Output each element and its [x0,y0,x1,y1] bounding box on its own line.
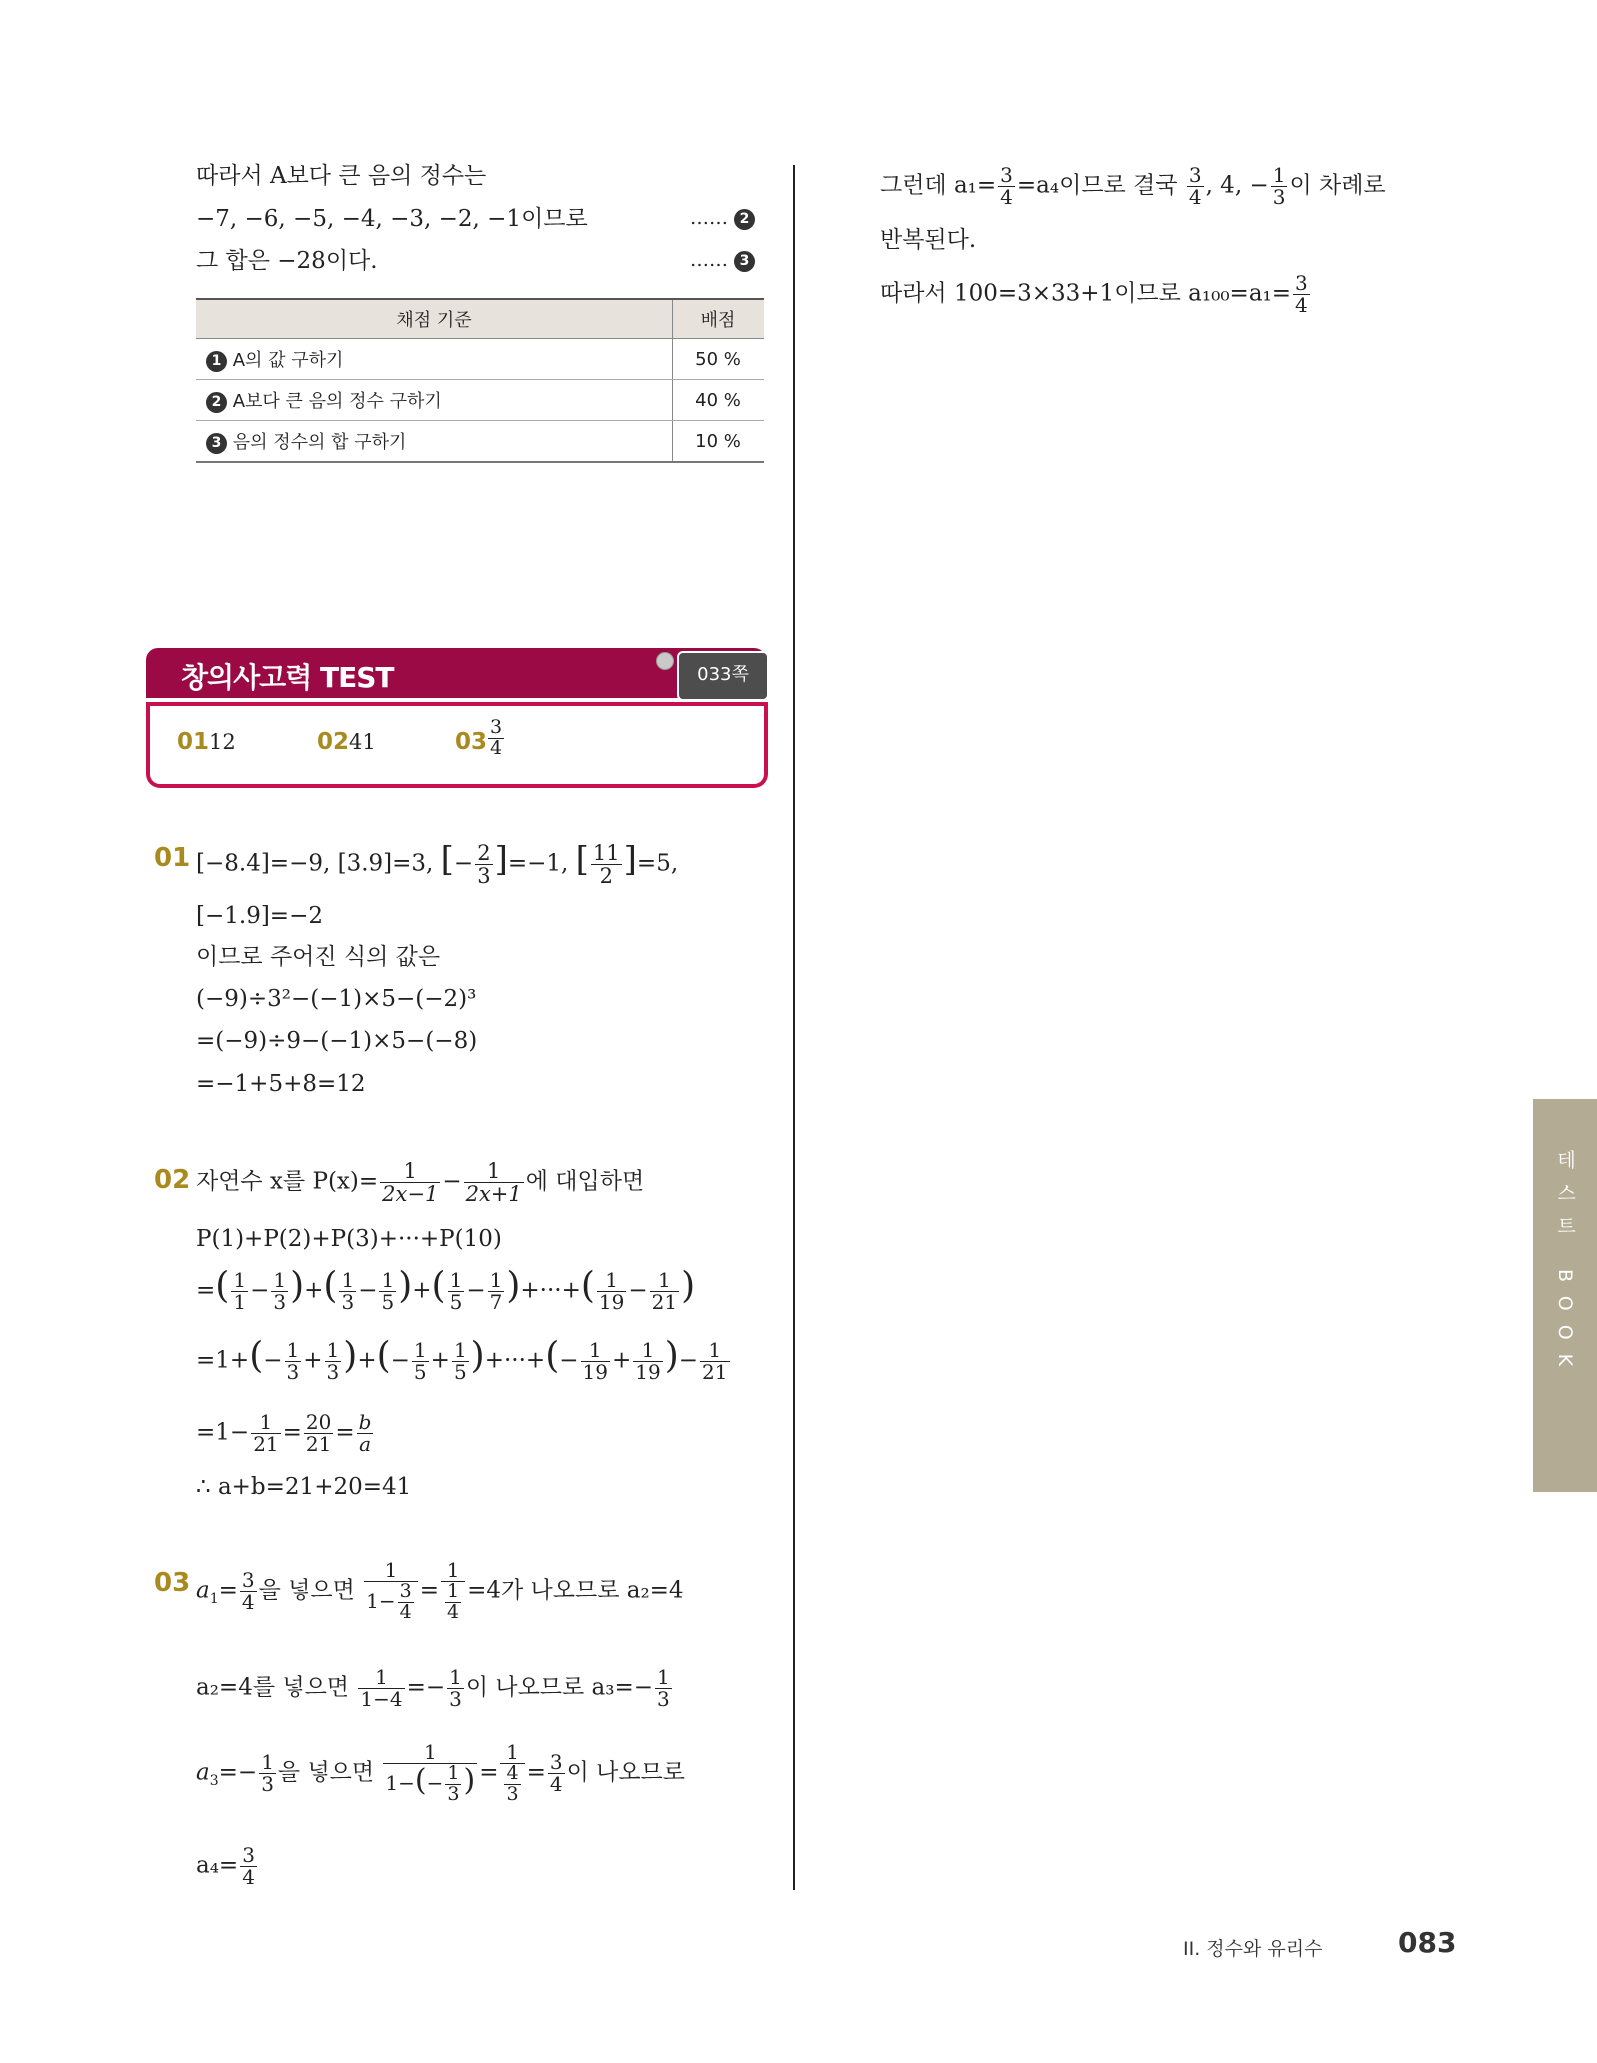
circled-number-icon: 3 [734,251,755,272]
equation-line: =(−9)÷9−(−1)×5−(−8) [196,1028,478,1054]
text-line: 반복된다. [880,227,977,253]
table-header-row [196,299,764,339]
equation-line: 그런데 a₁= $\frac{3}{4}$ =a₄이므로 결국 $\frac{3}{4}$ , 4, − $\frac{1}{3}$ 이 차례로 [880,163,1386,209]
equation-line: 자연수 x를 P(x)= $\frac{1}{2x-1}$ − $\frac{1}{2x+1}$ 에 대입하면 [196,1159,645,1207]
answer-value: 41 [349,730,376,754]
points-cell: 50 % [673,339,765,380]
step-marker: …… 3 [690,249,755,272]
question-number: 03 [154,1568,191,1598]
equation-line: (−9)÷3²−(−1)×5−(−2)³ [196,986,477,1012]
table-row [196,339,764,380]
text-line: 따라서 A보다 큰 음의 정수는 [196,163,487,189]
equation-line: 따라서 100=3×33+1이므로 a₁₀₀=a₁= $\frac{3}{4}$ [880,271,1308,317]
question-number: 02 [154,1165,191,1195]
answer-key: 03 [455,729,488,755]
equation-line: ∴ a+b=21+20=41 [196,1474,412,1500]
answer-key: 01 [177,729,210,755]
circled-number-icon: 2 [206,392,227,413]
points-cell: 10 % [673,421,765,463]
table-row [196,380,764,421]
criterion-cell: 2 A보다 큰 음의 정수 구하기 [196,380,673,421]
column-header: 배점 [673,299,765,339]
points-cell: 40 % [673,380,765,421]
equation-line: P(1)+P(2)+P(3)+···+P(10) [196,1226,502,1252]
text-line: 그 합은 −28이다. [196,248,378,274]
answer-key: 02 [317,729,350,755]
equation-line: $a_1=$ $\frac{3}{4}$ 을 넣으면 1 1− $\frac{3}{4}$ = $\frac{1}{\frac{1}{4}}$ =4가 나오므로 a₂=4 [196,1558,684,1623]
table-row [196,421,764,463]
banner-title: 창의사고력 TEST [181,661,394,694]
answer-fraction: $\frac{3}{4}$ [490,716,503,759]
column-header: 채점 기준 [196,299,673,339]
criterion-cell: 3 음의 정수의 합 구하기 [196,421,673,463]
text-line: 이므로 주어진 식의 값은 [196,944,441,970]
equation-line: =−1+5+8=12 [196,1071,366,1097]
circled-number-icon: 3 [206,433,227,454]
chapter-title: II. 정수와 유리수 [1183,1938,1323,1960]
circled-number-icon: 2 [734,209,755,230]
page-number: 083 [1398,1926,1457,1959]
equation-line: =1− $\frac{1}{21}$ = $\frac{20}{21}$ = $\frac{b}{a}$ [196,1410,372,1456]
equation-line: =1+(− $\frac{1}{3}$ + $\frac{1}{3}$ )+(− $\frac{1}{5}$ + $\frac{1}{5}$ )+···+(− $\frac{1}{19}$ + $\frac{1}{19}$ )− $\frac{1}{21}$ [196,1335,728,1384]
column-divider [793,165,795,1890]
page-reference-badge: 033쪽 [677,651,769,701]
circled-number-icon: 1 [206,351,227,372]
criterion-cell: 1 A의 값 구하기 [196,339,673,380]
side-tab-label: 테스트 BOOK [1554,1150,1576,1381]
question-number: 01 [154,843,191,873]
creative-test-banner [146,648,766,698]
scoring-table [196,298,764,463]
text-line: −7, −6, −5, −4, −3, −2, −1이므로 [196,206,588,232]
step-marker: …… 2 [690,207,755,230]
equation-line: a₂=4를 넣으면 $\frac{1}{1-4}$ =− $\frac{1}{3}$ 이 나오므로 a₃=− $\frac{1}{3}$ [196,1665,670,1711]
connector-dot-icon [656,652,674,670]
equation-line: a₄= $\frac{3}{4}$ [196,1843,255,1889]
answer-value: 12 [209,730,236,754]
equation-line: $a_3=-$ $\frac{1}{3}$ 을 넣으면 1 1−(− $\frac{1}{3}$ ) = $\frac{1}{\frac{4}{3}}$ = $\frac{3}{4}$ 이 나오므로 [196,1740,685,1805]
equation-line: [−8.4]=−9, [3.9]=3, [− $\frac{2}{3}$ ]=−1, [ $\frac{11}{2}$ ]=5, [196,839,679,889]
equation-line: =( $\frac{1}{1}$ − $\frac{1}{3}$ )+( $\frac{1}{3}$ − $\frac{1}{5}$ )+( $\frac{1}{5}$ − $\frac{1}{7}$ )+···+( $\frac{1}{19}$ − $\frac{1}{21}$ ) [196,1265,696,1314]
equation-line: [−1.9]=−2 [196,903,323,929]
